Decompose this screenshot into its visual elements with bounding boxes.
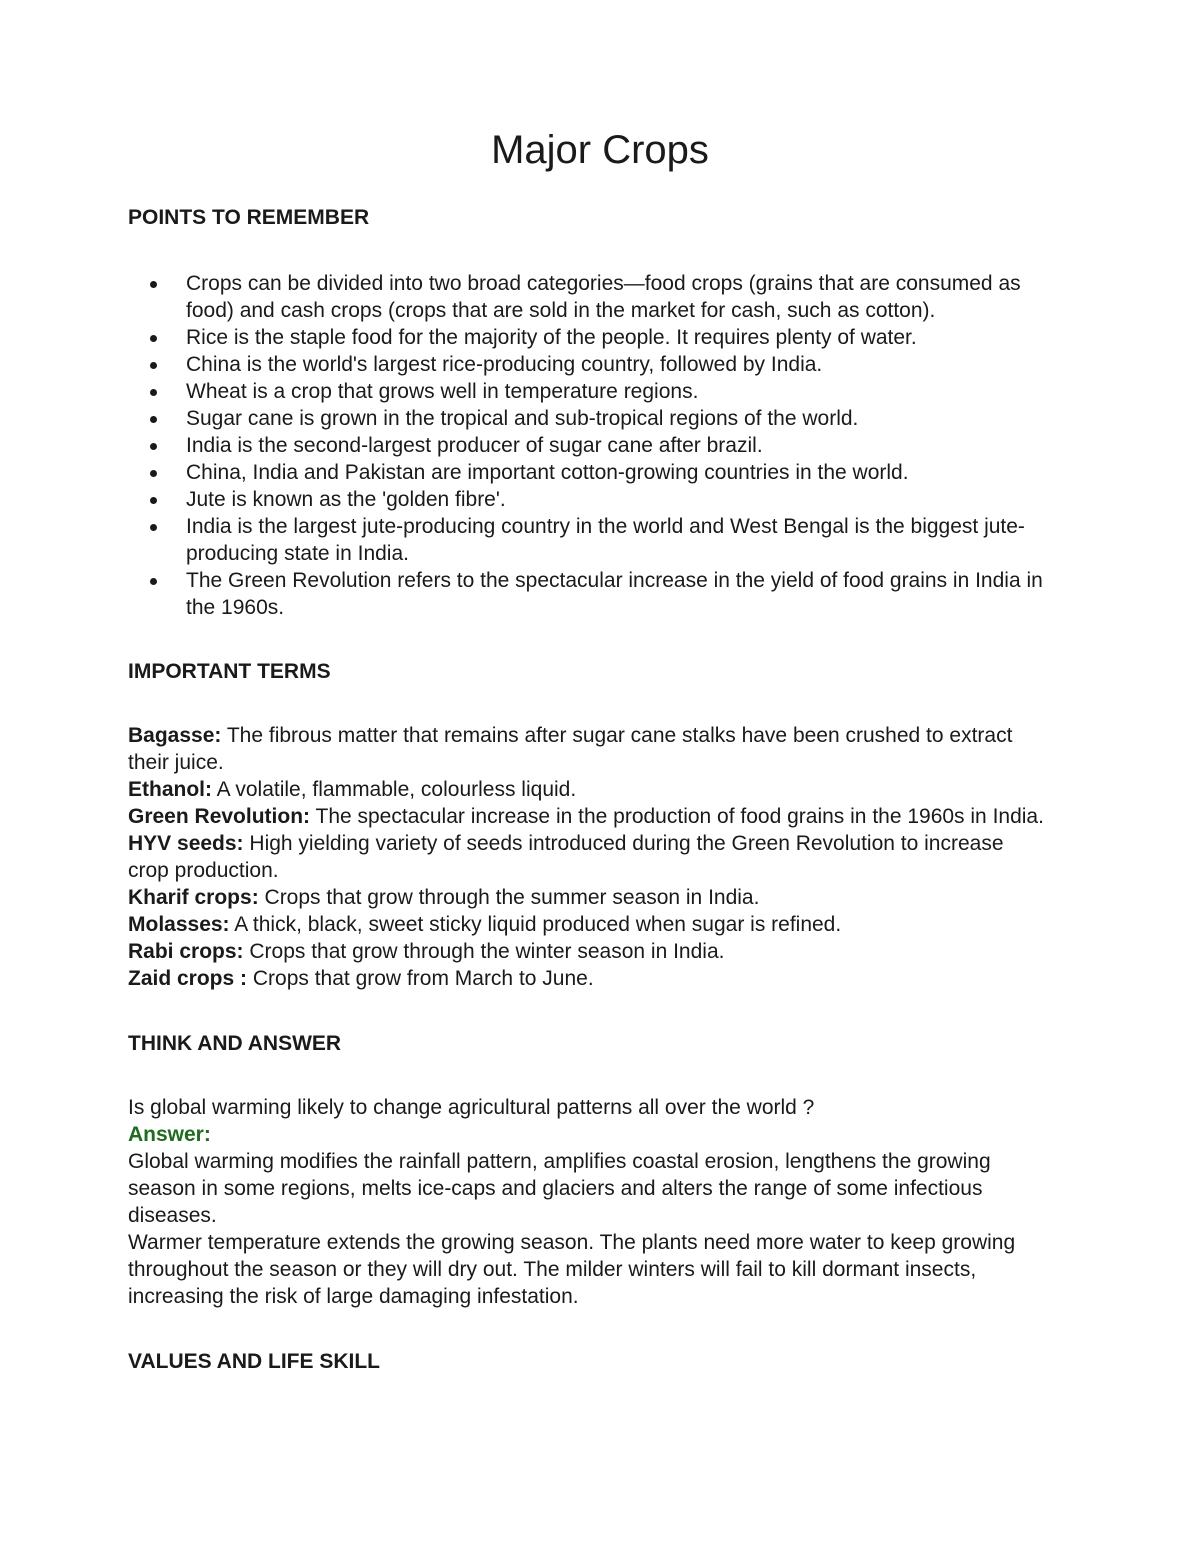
term-name: Zaid crops : bbox=[128, 967, 248, 990]
term-entry bbox=[128, 938, 1048, 965]
bullet-icon bbox=[150, 578, 157, 585]
list-item-text: India is the second-largest producer of sugar cane after brazil. bbox=[186, 434, 763, 457]
term-definition: Crops that grow through the winter season in India. bbox=[243, 940, 725, 963]
term-name: Bagasse: bbox=[128, 724, 222, 747]
term-name: HYV seeds: bbox=[128, 832, 244, 855]
points-heading: POINTS TO REMEMBER bbox=[128, 206, 370, 229]
bullet-icon bbox=[150, 389, 157, 396]
term-entry bbox=[128, 776, 1048, 803]
list-item bbox=[128, 351, 1048, 378]
term-name: Green Revolution: bbox=[128, 805, 311, 828]
bullet-icon bbox=[150, 443, 157, 450]
bullet-icon bbox=[150, 362, 157, 369]
think-heading: THINK AND ANSWER bbox=[128, 1032, 342, 1055]
bullet-icon bbox=[150, 470, 157, 477]
term-definition: The fibrous matter that remains after sugar cane stalks have been crushed to extract their juice. bbox=[128, 724, 1013, 774]
list-item-text: China is the world's largest rice-producing country, followed by India. bbox=[186, 353, 823, 376]
term-definition: A thick, black, sweet sticky liquid produced when sugar is refined. bbox=[229, 913, 842, 936]
list-item bbox=[128, 459, 1048, 486]
bullet-icon bbox=[150, 497, 157, 504]
list-item-text: China, India and Pakistan are important cotton-growing countries in the world. bbox=[186, 461, 909, 484]
list-item bbox=[128, 567, 1048, 621]
page-title: Major Crops bbox=[491, 128, 709, 172]
term-entry bbox=[128, 830, 1048, 884]
list-item-text: India is the largest jute-producing country in the world and West Bengal is the biggest jute-producing state in India. bbox=[186, 515, 1025, 565]
list-item bbox=[128, 432, 1048, 459]
terms-heading: IMPORTANT TERMS bbox=[128, 660, 331, 683]
answer-paragraph: Warmer temperature extends the growing season. The plants need more water to keep growing throughout the season or they will dry out. The milder winters will fail to kill dormant insects, increasing the risk of large damaging infestation. bbox=[128, 1231, 1016, 1308]
list-item bbox=[128, 405, 1048, 432]
bullet-icon bbox=[150, 416, 157, 423]
term-entry bbox=[128, 722, 1048, 776]
list-item bbox=[128, 324, 1048, 351]
term-entry bbox=[128, 911, 1048, 938]
term-name: Kharif crops: bbox=[128, 886, 259, 909]
term-definition: High yielding variety of seeds introduced during the Green Revolution to increase crop production. bbox=[128, 832, 1004, 882]
term-entry bbox=[128, 884, 1048, 911]
list-item bbox=[128, 270, 1048, 324]
question-text: Is global warming likely to change agricultural patterns all over the world ? bbox=[128, 1096, 815, 1119]
answer-paragraph: Global warming modifies the rainfall pattern, amplifies coastal erosion, lengthens the growing season in some regions, melts ice-caps and glaciers and alters the range of some infectious diseases. bbox=[128, 1150, 991, 1227]
bullet-icon bbox=[150, 281, 157, 288]
term-definition: Crops that grow through the summer season in India. bbox=[258, 886, 760, 909]
list-item bbox=[128, 486, 1048, 513]
list-item bbox=[128, 513, 1048, 567]
term-definition: Crops that grow from March to June. bbox=[247, 967, 594, 990]
bullet-icon bbox=[150, 524, 157, 531]
list-item-text: Rice is the staple food for the majority of the people. It requires plenty of water. bbox=[186, 326, 917, 349]
list-item-text: Sugar cane is grown in the tropical and sub-tropical regions of the world. bbox=[186, 407, 859, 430]
values-heading: VALUES AND LIFE SKILL bbox=[128, 1350, 380, 1373]
document-body bbox=[128, 204, 1048, 1375]
term-definition: The spectacular increase in the production of food grains in the 1960s in India. bbox=[310, 805, 1044, 828]
term-name: Ethanol: bbox=[128, 778, 212, 801]
list-item bbox=[128, 378, 1048, 405]
answer-label: Answer: bbox=[128, 1123, 211, 1146]
list-item-text: The Green Revolution refers to the spectacular increase in the yield of food grains in India in the 1960s. bbox=[186, 569, 1043, 619]
term-name: Rabi crops: bbox=[128, 940, 244, 963]
points-list bbox=[128, 270, 1048, 621]
terms-list bbox=[128, 722, 1048, 992]
term-entry bbox=[128, 965, 1048, 992]
list-item-text: Jute is known as the 'golden fibre'. bbox=[186, 488, 506, 511]
term-name: Molasses: bbox=[128, 913, 230, 936]
list-item-text: Wheat is a crop that grows well in temperature regions. bbox=[186, 380, 699, 403]
term-definition: A volatile, flammable, colourless liquid. bbox=[212, 778, 577, 801]
list-item-text: Crops can be divided into two broad categories—food crops (grains that are consumed as food) and cash crops (crops that are sold in the market for cash, such as cotton). bbox=[186, 272, 1021, 322]
bullet-icon bbox=[150, 335, 157, 342]
term-entry bbox=[128, 803, 1048, 830]
